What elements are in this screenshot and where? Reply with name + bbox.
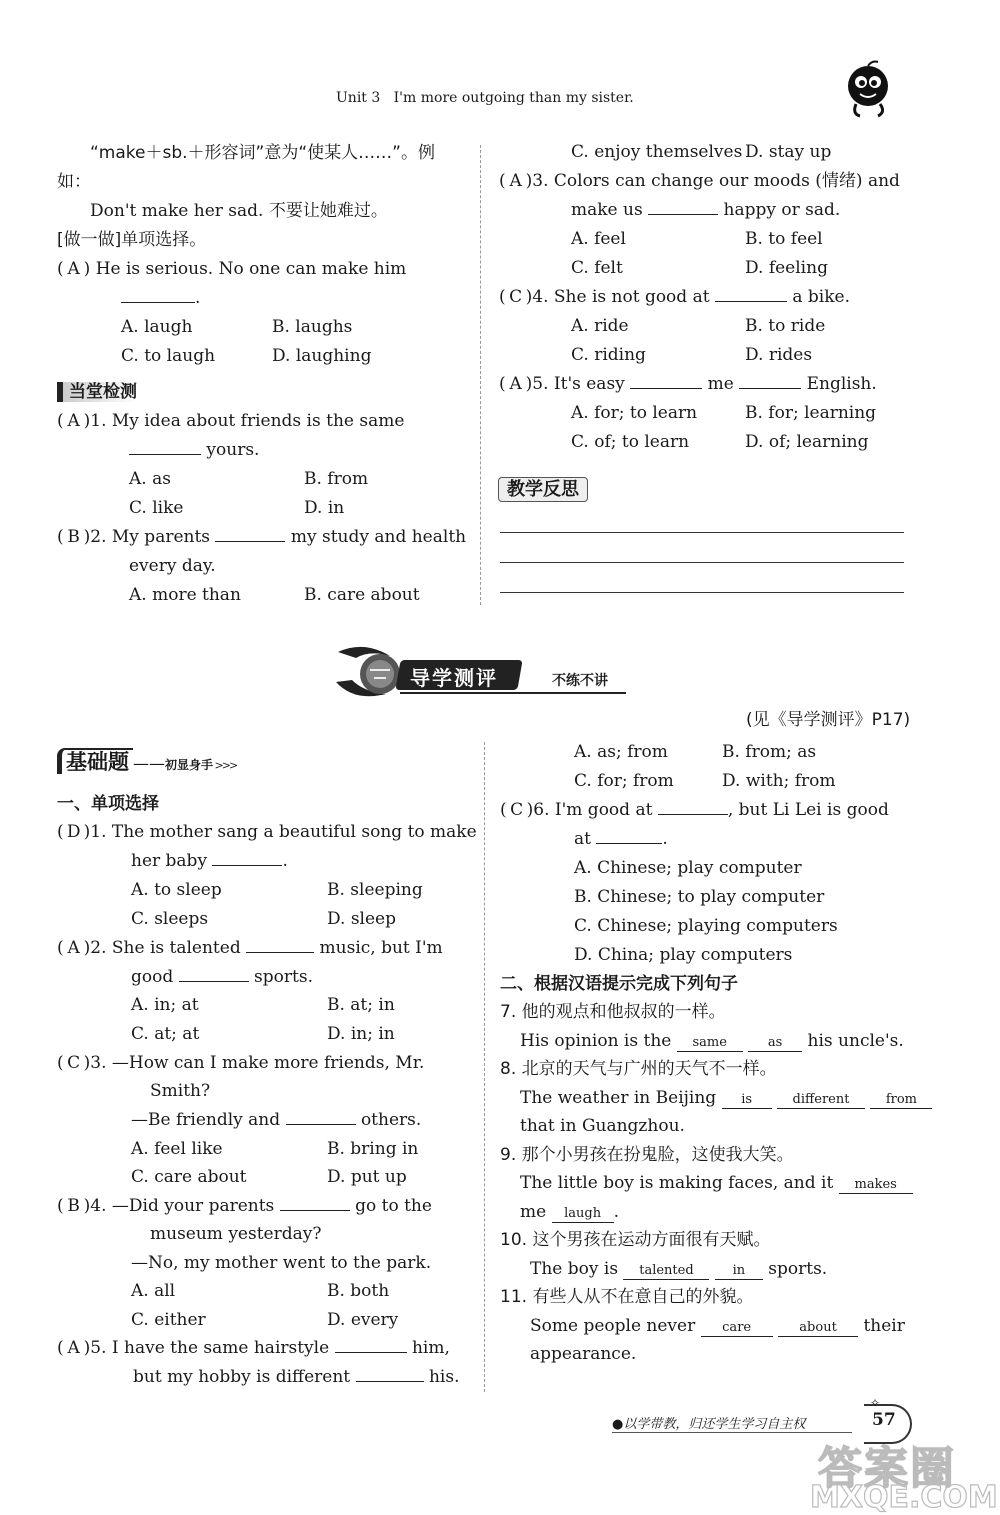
answer: A — [67, 938, 80, 958]
answer: A — [509, 374, 522, 394]
question-text: sports. — [254, 967, 313, 987]
option-c: C. enjoy themselves — [571, 142, 743, 162]
basic-q3: ( C )3. —How can I make more friends, Mr. — [57, 1049, 424, 1078]
question-text: )2. She is talented — [83, 938, 241, 958]
option-c: C. felt — [571, 258, 623, 278]
footer-rule — [612, 1432, 852, 1433]
page-number: 57 — [872, 1410, 896, 1430]
sentence-7 — [520, 1027, 904, 1056]
filled-answer: different — [777, 1092, 865, 1109]
option-b: B. to feel — [745, 229, 823, 249]
check-q3-line2 — [571, 196, 840, 225]
check-q5: ( A )5. It's easy me English. — [499, 370, 877, 399]
sentence-text: me — [520, 1202, 547, 1222]
sentence-11 — [530, 1312, 905, 1341]
filled-answer: as — [748, 1035, 802, 1052]
answer-blank — [212, 851, 282, 866]
option-c: C. care about — [131, 1167, 247, 1187]
question-text: . — [195, 288, 201, 308]
column-divider-bottom — [484, 742, 485, 1392]
question-text: at — [574, 829, 591, 849]
practice-heading: [做一做]单项选择。 — [57, 230, 207, 250]
section-label-text: 当堂检测 — [57, 382, 137, 402]
basic-q3-line2: Smith? — [150, 1081, 211, 1101]
answer-blank — [648, 200, 718, 215]
sentence-11-line2: appearance. — [530, 1344, 637, 1364]
option-b: B. Chinese; to play computer — [574, 887, 825, 907]
option-b: B. laughs — [272, 317, 353, 337]
option-c: C. like — [129, 498, 184, 518]
question-text: )1. The mother sang a beautiful song to make — [83, 822, 477, 842]
sentence-text: The boy is — [530, 1259, 619, 1279]
answer: A — [67, 1338, 80, 1358]
example-sentence: Don't make her sad. 不要让她难过。 — [90, 201, 388, 221]
check-q4: ( C )4. She is not good at a bike. — [499, 283, 850, 312]
question-text: music, but I'm — [319, 938, 443, 958]
basic-section-title: 基础题 — [57, 748, 133, 774]
question-text: )5. I have the same hairstyle — [83, 1338, 330, 1358]
sentence-10 — [530, 1255, 827, 1284]
basic-section-header: 基础题 ——初显身手 >>> — [57, 746, 236, 776]
sentence-8-prompt: 8. 北京的天气与广州的天气不一样。 — [500, 1059, 777, 1079]
question-text: )5. It's easy — [525, 374, 625, 394]
option-a: A. as — [129, 469, 171, 489]
basic-q2: ( A )2. She is talented music, but I'm — [57, 934, 443, 963]
question-text: )3. —How can I make more friends, Mr. — [83, 1053, 425, 1073]
answer: B — [67, 527, 80, 547]
answer: C — [67, 1053, 81, 1073]
question-text: happy or sad. — [723, 200, 841, 220]
answer-blank — [286, 1110, 356, 1125]
question-text: English. — [806, 374, 877, 394]
sentence-9-line2 — [520, 1198, 619, 1227]
sentence-text: The little boy is making faces, and it — [520, 1173, 834, 1193]
sentence-text: their — [863, 1316, 905, 1336]
question-text: but my hobby is different — [133, 1367, 351, 1387]
rule-line-2: 如： — [57, 172, 91, 192]
reflection-line — [500, 562, 904, 563]
option-c: C. of; to learn — [571, 432, 690, 452]
answer-blank — [596, 829, 662, 844]
column-divider-top — [480, 145, 481, 605]
filled-answer: in — [715, 1263, 763, 1280]
answer-blank — [129, 440, 201, 455]
option-a: A. in; at — [131, 995, 199, 1015]
option-b: B. both — [327, 1281, 390, 1301]
star-icon: ✧ — [870, 1396, 881, 1410]
answer: C — [509, 287, 523, 307]
reflection-line — [500, 592, 904, 593]
answer: A — [67, 411, 80, 431]
question-text: He is serious. No one can make him — [95, 259, 407, 279]
check-q1-line2 — [129, 436, 259, 465]
option-d: D. of; learning — [745, 432, 869, 452]
answer-blank — [335, 1338, 407, 1353]
filled-answer: is — [722, 1092, 772, 1109]
answer-blank — [658, 800, 728, 815]
filled-answer: talented — [623, 1263, 709, 1280]
option-d: D. stay up — [745, 142, 832, 162]
option-a: A. laugh — [121, 317, 193, 337]
answer: C — [510, 800, 524, 820]
filled-answer: makes — [839, 1177, 913, 1194]
sentence-11-prompt: 11. 有些人从不在意自己的外貌。 — [500, 1287, 754, 1307]
option-d: D. with; from — [722, 771, 836, 791]
sentence-text: his uncle's. — [807, 1031, 904, 1051]
basic-q2-line2 — [131, 963, 313, 992]
answer: B — [67, 1196, 80, 1216]
banner-subtitle: 不练不讲 — [552, 673, 608, 689]
question-text: go to the — [355, 1196, 432, 1216]
sentence-8-line2: that in Guangzhou. — [520, 1116, 685, 1136]
basic-q1: ( D )1. The mother sang a beautiful song to make — [57, 818, 477, 847]
sentence-text: Some people never — [530, 1316, 696, 1336]
sentence-9-prompt: 9. 那个小男孩在扮鬼脸，这使我大笑。 — [500, 1145, 794, 1165]
watermark-top: 答案圈 — [818, 1443, 956, 1494]
answer-blank — [630, 374, 702, 389]
option-b: B. bring in — [327, 1139, 419, 1159]
answer-blank — [121, 288, 195, 303]
option-c: C. Chinese; playing computers — [574, 916, 838, 936]
question-text: others. — [360, 1110, 422, 1130]
basic-q4-line2: museum yesterday? — [150, 1224, 322, 1244]
check-q3: ( A )3. Colors can change our moods (情绪) and — [499, 167, 900, 196]
option-c: C. to laugh — [121, 346, 216, 366]
option-b: B. at; in — [327, 995, 395, 1015]
option-d: D. sleep — [327, 909, 396, 929]
question-line-2 — [121, 284, 200, 313]
sentence-text: . — [613, 1202, 619, 1222]
question-text: )4. —Did your parents — [83, 1196, 275, 1216]
option-a: A. to sleep — [131, 880, 222, 900]
question-text: him, — [411, 1338, 450, 1358]
basic-q5-line2 — [133, 1363, 459, 1392]
question-text: )1. My idea about friends is the same — [83, 411, 405, 431]
filled-answer: care — [701, 1320, 773, 1337]
footer-motto: ●以学带教，归还学生学习自主权 — [612, 1417, 806, 1432]
option-b: B. for; learning — [745, 403, 877, 423]
reflection-line — [500, 532, 904, 533]
sentence-8 — [520, 1084, 932, 1113]
filled-answer: about — [778, 1320, 858, 1337]
question-text: me — [707, 374, 734, 394]
answer: A — [67, 259, 80, 279]
question-text: )4. She is not good at — [525, 287, 710, 307]
option-a: A. Chinese; play computer — [574, 858, 802, 878]
option-a: A. feel — [571, 229, 626, 249]
basic-q1-line2: her baby . — [131, 851, 288, 871]
answer-blank — [246, 938, 314, 953]
question-text: . — [662, 829, 668, 849]
option-c: C. riding — [571, 345, 646, 365]
option-a: A. feel like — [131, 1139, 223, 1159]
option-a: A. more than — [129, 585, 241, 605]
check-q1: ( A )1. My idea about friends is the same — [57, 407, 404, 436]
option-a: A. for; to learn — [571, 403, 698, 423]
question-text: make us — [571, 200, 643, 220]
basic-q6-line2 — [574, 825, 668, 854]
option-c: C. at; at — [131, 1024, 200, 1044]
practice-question: ( A ) He is serious. No one can make him — [57, 255, 463, 284]
option-b: B. sleeping — [327, 880, 423, 900]
sentence-10-prompt: 10. 这个男孩在运动方面很有天赋。 — [500, 1230, 771, 1250]
option-a: A. ride — [571, 316, 629, 336]
answer-blank — [356, 1367, 424, 1382]
filled-answer: laugh — [552, 1206, 614, 1223]
question-text: —Be friendly and — [131, 1110, 281, 1130]
option-c: C. for; from — [574, 771, 674, 791]
reflection-title-text: 教学反思 — [498, 477, 588, 502]
banner-underline — [400, 692, 626, 694]
question-text: his. — [428, 1367, 460, 1387]
check-q2: ( B )2. My parents my study and health — [57, 523, 466, 552]
check-q2-line2: every day. — [129, 556, 216, 576]
option-c: C. either — [131, 1310, 206, 1330]
question-text: a bike. — [792, 287, 850, 307]
question-text: good — [131, 967, 174, 987]
banner-title: 导学测评 — [410, 666, 498, 690]
sentence-9 — [520, 1169, 913, 1198]
option-c: C. sleeps — [131, 909, 209, 929]
option-d: D. every — [327, 1310, 399, 1330]
sentence-text: His opinion is the — [520, 1031, 672, 1051]
filled-answer: same — [677, 1035, 743, 1052]
answer-blank — [715, 287, 787, 302]
answer: D — [66, 822, 81, 842]
basic-q3-line3 — [131, 1106, 421, 1135]
sentence-text: The weather in Beijing — [520, 1088, 717, 1108]
option-b: B. to ride — [745, 316, 826, 336]
option-d: D. feeling — [745, 258, 828, 278]
option-d: D. in; in — [327, 1024, 395, 1044]
question-text: )3. Colors can change our moods (情绪) and — [525, 171, 900, 191]
part1-heading: 一、单项选择 — [57, 794, 159, 814]
sentence-text: sports. — [768, 1259, 828, 1279]
question-text: yours. — [206, 440, 260, 460]
question-text: )2. My parents — [83, 527, 211, 547]
option-d: D. rides — [745, 345, 813, 365]
option-a: A. as; from — [574, 742, 668, 762]
running-header — [336, 90, 634, 106]
basic-section-subtitle: 初显身手 — [165, 758, 214, 772]
answer-blank — [179, 967, 249, 982]
option-b: B. from — [304, 469, 369, 489]
basic-q4-line3: —No, my mother went to the park. — [131, 1253, 432, 1273]
answer: A — [509, 171, 522, 191]
unit-label: Unit 3 — [336, 90, 381, 106]
answer-blank — [280, 1196, 350, 1211]
unit-title: I'm more outgoing than my sister. — [393, 90, 634, 106]
mascot-icon — [838, 58, 898, 124]
basic-q4: ( B )4. —Did your parents go to the — [57, 1192, 432, 1221]
option-a: A. all — [131, 1281, 176, 1301]
basic-q6: ( C )6. I'm good at , but Li Lei is good — [500, 796, 889, 825]
sentence-7-prompt: 7. 他的观点和他叔叔的一样。 — [500, 1002, 726, 1022]
option-d: D. China; play computers — [574, 945, 793, 965]
basic-q5: ( A )5. I have the same hairstyle him, — [57, 1334, 450, 1363]
banner-reference: (见《导学测评》P17) — [746, 710, 911, 730]
watermark-bottom: MXQE.COM — [810, 1480, 998, 1515]
answer-blank — [215, 527, 285, 542]
filled-answer: from — [870, 1092, 932, 1109]
reflection-box-title — [498, 475, 588, 501]
option-b: B. from; as — [722, 742, 817, 762]
section-label-check — [57, 377, 137, 402]
option-d: D. in — [304, 498, 345, 518]
question-text: her baby — [131, 851, 208, 871]
question-text: , but Li Lei is good — [727, 800, 889, 820]
part2-heading: 二、根据汉语提示完成下列句子 — [500, 974, 738, 994]
rule-line-1: “make＋sb.＋形容词”意为“使某人……”。例 — [90, 143, 435, 163]
option-b: B. care about — [304, 585, 420, 605]
question-text: )6. I'm good at — [526, 800, 653, 820]
option-d: D. put up — [327, 1167, 407, 1187]
option-d: D. laughing — [272, 346, 372, 366]
question-text: my study and health — [290, 527, 467, 547]
answer-blank — [739, 374, 801, 389]
